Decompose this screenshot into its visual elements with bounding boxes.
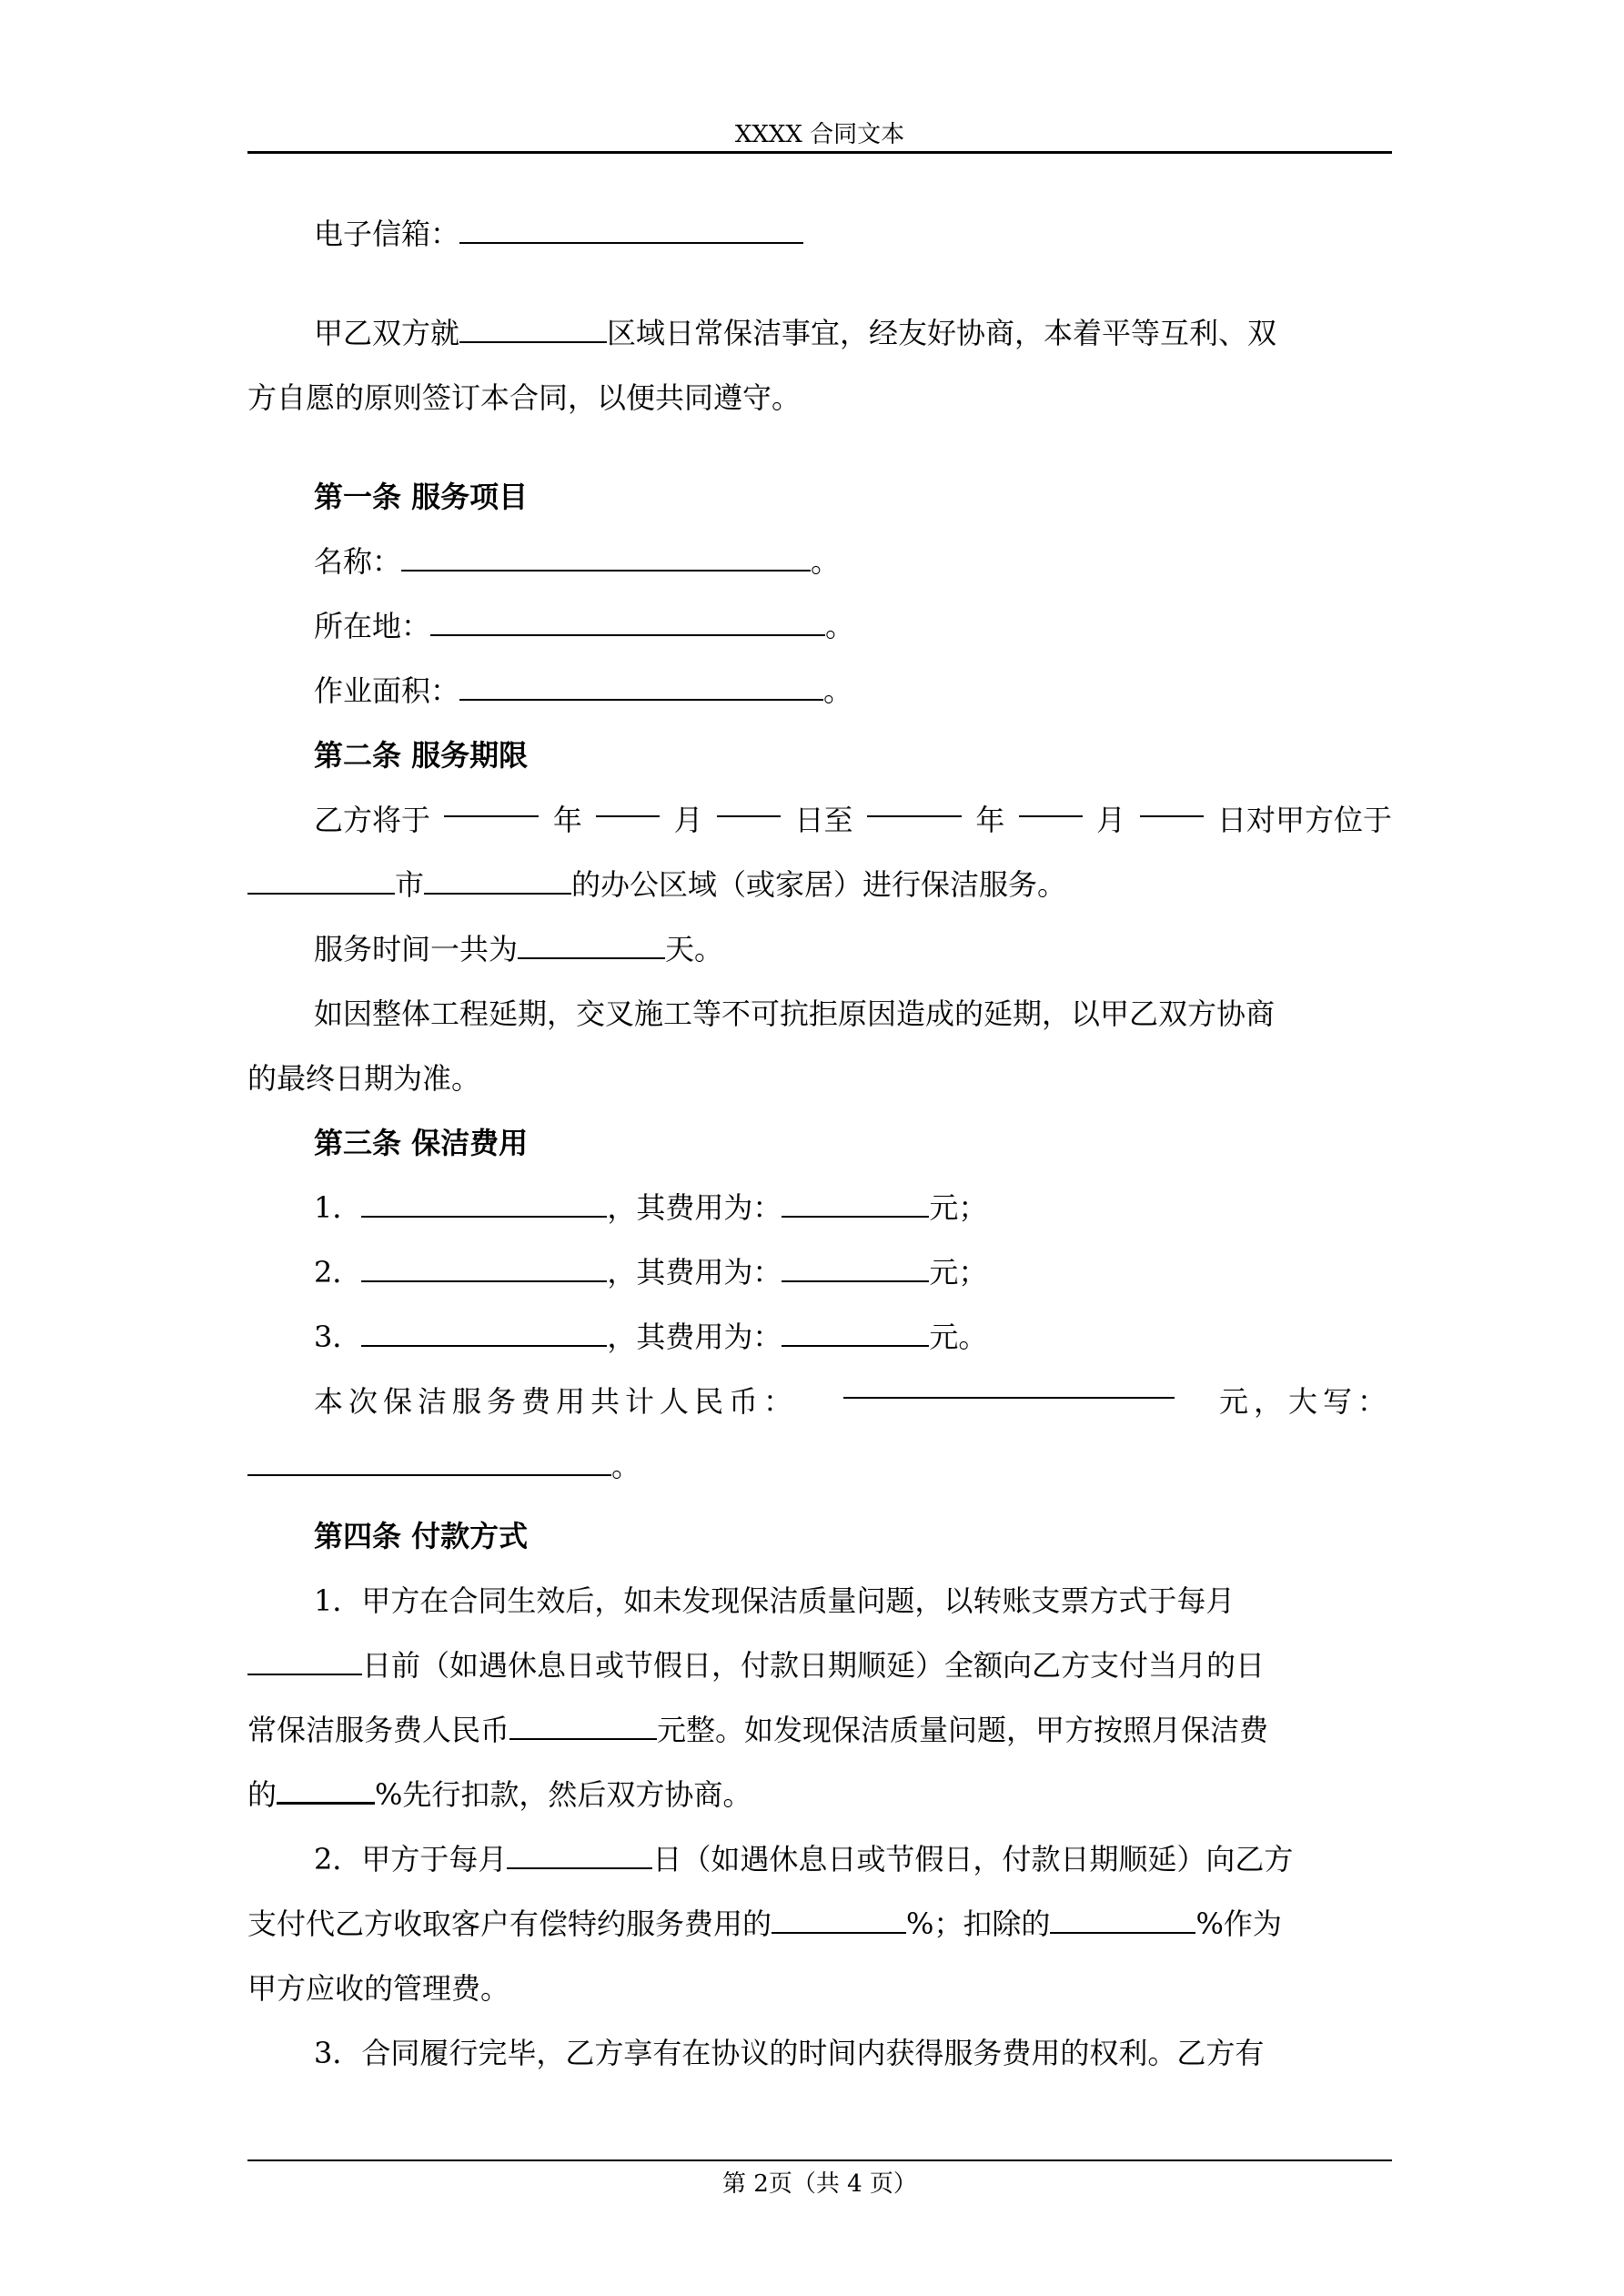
name-label: 名称： (314, 544, 402, 579)
intro-text-a: 甲乙双方就 (314, 316, 460, 350)
fee-item-2 (247, 1240, 1392, 1305)
delay-line-2: 的最终日期为准。 (247, 1061, 481, 1096)
email-blank (459, 215, 803, 244)
spacer (247, 267, 1392, 301)
fee-item-blank (361, 1253, 607, 1282)
fee-item-blank (361, 1318, 607, 1347)
text: 的 (247, 1777, 277, 1812)
region-blank (459, 314, 607, 343)
footer-rule (247, 2159, 1392, 2161)
area-blank (459, 672, 823, 701)
text: 元； (929, 1190, 988, 1225)
email-line (247, 202, 1392, 267)
days-line (247, 917, 1392, 982)
period-line-1 (247, 788, 1392, 853)
management-percent-blank (1050, 1905, 1195, 1934)
name-line (247, 530, 1392, 594)
text: 日至 (794, 803, 853, 837)
text: 日对甲方位于 (1216, 803, 1392, 837)
intro-line-2: 方自愿的原则签订本合同，以便共同遵守。 (247, 380, 802, 415)
end-month-blank (1019, 788, 1083, 817)
pay-2-line-2 (247, 1892, 1392, 1957)
text: 元，大写： (1218, 1384, 1392, 1419)
article4-title: 第四条 付款方式 (314, 1519, 529, 1553)
text: 元整。如发现保洁质量问题，甲方按照月保洁费 (657, 1713, 1269, 1747)
fee-item-3 (247, 1305, 1392, 1370)
total-amount-blank (843, 1370, 1175, 1399)
pay-day-blank (247, 1646, 362, 1675)
deduct-percent-blank (277, 1775, 375, 1805)
special-fee-percent-blank (772, 1905, 906, 1934)
text: 的办公区域（或家居）进行保洁服务。 (571, 867, 1067, 902)
end-year-blank (867, 788, 962, 817)
pay-2-line-1 (247, 1827, 1392, 1892)
text: 市 (395, 867, 425, 902)
text: 年 (552, 803, 582, 837)
text: 元； (929, 1255, 988, 1290)
monthly-fee-blank (509, 1711, 657, 1740)
fee-item-blank (361, 1188, 607, 1218)
text: 元。 (929, 1320, 988, 1354)
fee-amount-blank (782, 1188, 929, 1218)
fee-total-line-2 (247, 1434, 1392, 1499)
article3-title: 第三条 保洁费用 (314, 1126, 529, 1160)
province-blank (247, 865, 395, 895)
page-number: 第 2页（共 4 页） (722, 2170, 917, 2198)
text: %；扣除的 (906, 1907, 1051, 1941)
text: %先行扣款，然后双方协商。 (375, 1777, 752, 1812)
text: 日前（如遇休息日或节假日，付款日期顺延）全额向乙方支付当月的日 (362, 1648, 1266, 1683)
area-label: 作业面积： (314, 673, 460, 708)
spacer (247, 430, 1392, 465)
pay-2-day-blank (507, 1840, 652, 1869)
total-words-blank (247, 1447, 611, 1476)
text: ，其费用为： (607, 1190, 782, 1225)
text: ，其费用为： (607, 1255, 782, 1290)
start-day-blank (717, 788, 781, 817)
city-blank (424, 865, 571, 895)
fee-amount-blank (782, 1318, 929, 1347)
email-label: 电子信箱： (314, 217, 460, 251)
pay-1-line-2 (247, 1633, 1392, 1698)
period: 。 (823, 673, 853, 708)
text: 天。 (665, 932, 724, 966)
period: 。 (825, 609, 855, 643)
start-month-blank (596, 788, 660, 817)
text: 月 (1096, 803, 1126, 837)
period-line-2 (247, 853, 1392, 917)
fee-item-1 (247, 1176, 1392, 1240)
text: %作为 (1195, 1907, 1282, 1941)
fee-total-line (247, 1370, 1392, 1434)
start-year-blank (444, 788, 539, 817)
pay-2-line-3: 甲方应收的管理费。 (247, 1971, 510, 2006)
pay-1-line-3 (247, 1698, 1392, 1763)
text: 。 (611, 1449, 641, 1483)
name-blank (401, 542, 811, 571)
text: 支付代乙方收取客户有偿特约服务费用的 (247, 1907, 772, 1941)
text: 1． (314, 1190, 362, 1225)
text: 月 (673, 803, 703, 837)
location-line (247, 594, 1392, 659)
text: 年 (975, 803, 1005, 837)
location-blank (430, 607, 825, 636)
intro-line-1 (247, 301, 1392, 366)
text: 3． (314, 1320, 362, 1354)
days-blank (518, 930, 665, 959)
area-line (247, 659, 1392, 723)
text: ，其费用为： (607, 1320, 782, 1354)
article2-title: 第二条 服务期限 (314, 738, 529, 773)
delay-line-1: 如因整体工程延期，交叉施工等不可抗拒原因造成的延期，以甲乙双方协商 (314, 996, 1276, 1031)
text: 乙方将于 (314, 803, 431, 837)
text: 常保洁服务费人民币 (247, 1713, 510, 1747)
period: 。 (811, 544, 841, 579)
location-label: 所在地： (314, 609, 431, 643)
pay-1-line-1: 1．甲方在合同生效后，如未发现保洁质量问题，以转账支票方式于每月 (314, 1583, 1236, 1618)
text: 2．甲方于每月 (314, 1842, 508, 1876)
intro-text-b: 区域日常保洁事宜，经友好协商，本着平等互利、双 (607, 316, 1277, 350)
pay-3-line-1: 3．合同履行完毕，乙方享有在协议的时间内获得服务费用的权利。乙方有 (314, 2036, 1265, 2070)
text: 本次保洁服务费用共计人民币： (314, 1384, 799, 1419)
fee-amount-blank (782, 1253, 929, 1282)
document-body (247, 202, 1392, 2086)
text: 2． (314, 1255, 362, 1290)
article1-title: 第一条 服务项目 (314, 480, 529, 514)
page-header: XXXX 合同文本 (734, 121, 905, 148)
text: 服务时间一共为 (314, 932, 519, 966)
end-day-blank (1140, 788, 1204, 817)
pay-1-line-4 (247, 1763, 1392, 1827)
header-rule (247, 151, 1392, 154)
text: 日（如遇休息日或节假日，付款日期顺延）向乙方 (652, 1842, 1294, 1876)
